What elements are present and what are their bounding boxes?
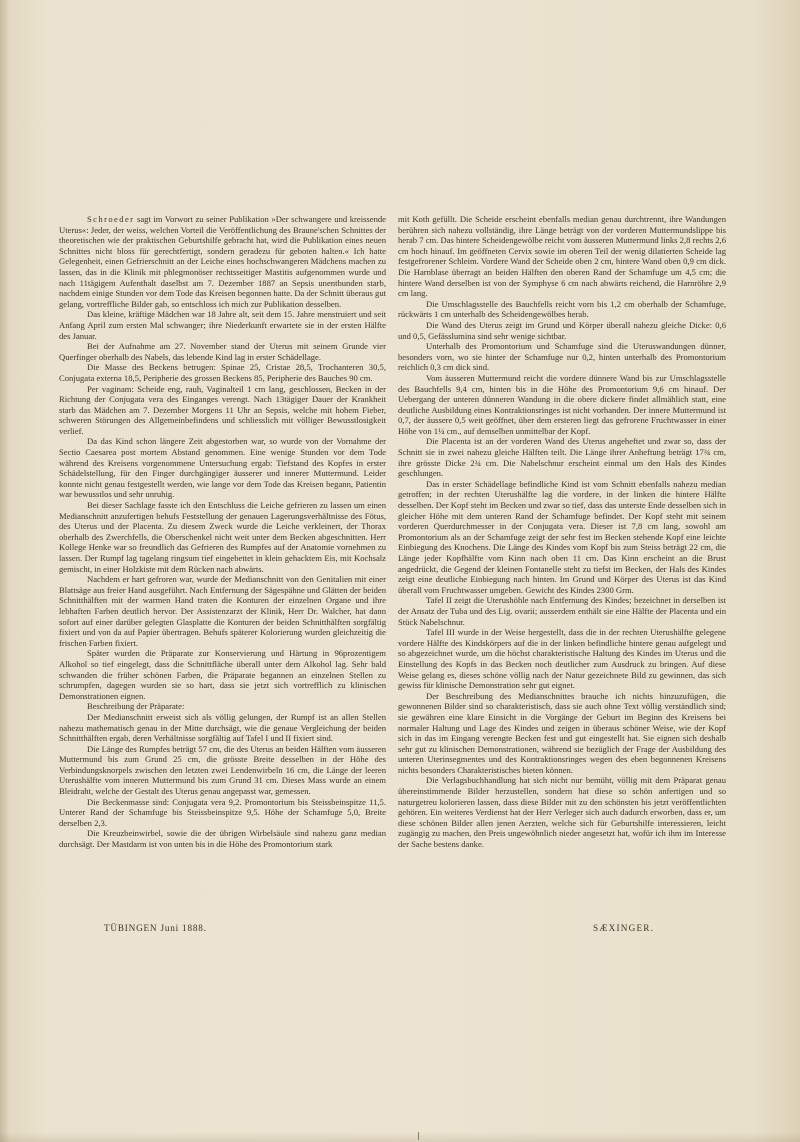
right-paragraph-5: Vom äusseren Muttermund reicht die vordere dünnere Wand bis zur Umschlagsstelle des Bauchfells 9,4 cm, hinten bis in die Höhe des Promontorium 9,6 cm hinauf. Der Uebergang der unteren dünneren Wandung in die obere dickere findet allmählich statt, eine deutliche Ausbildung eines Kontraktionsringes ist nicht vorhanden. Der innere Muttermund ist 0,7, der äussere 0,5 weit geöffnet, über dem ersteren liegt das gefrorene Fruchtwasser in einer Höhe von 1¼ cm., auf demselben unmittelbar der Kopf. [398, 372, 726, 436]
left-paragraph-13: Die Beckenmasse sind: Conjugata vera 9,2. Promontorium bis Steissbeinspitze 11,5. Unterer Rand der Schamfuge bis Steissbeinspitze 9,5. Höhe der Schamfuge 5,0, Breite derselben 2,3. [59, 796, 386, 828]
page-crease-mark [418, 1132, 419, 1140]
author-signature: SÆXINGER. [593, 923, 655, 933]
place-date-line: TÜBINGEN Juni 1888. [104, 923, 207, 933]
right-paragraph-2: Die Umschlagsstelle des Bauchfells reicht vorn bis 1,2 cm oberhalb der Schamfuge, rückwärts 1 cm unterhalb des Scheidengewölbes herab. [398, 298, 726, 320]
left-paragraph-6: Da das Kind schon längere Zeit abgestorben war, so wurde von der Vornahme der Sectio Caesarea post mortem Abstand genommen. Eine wenige Stunden vor dem Tode während des Kreisens vorgenommene Untersuchung ergab: Tiefstand des Kopfes in erster Schädelstellung, für den Finger durchgängiger äusserer und innerer Muttermund. Leider konnte nicht genau festgestellt werden, wie lange vor dem Tode das Kreisen begann, Patientin war bewusstlos und sehr unruhig. [59, 436, 386, 500]
right-paragraph-1: mit Koth gefüllt. Die Scheide erscheint ebenfalls median genau durchtrennt, ihre Wandungen berühren sich nahezu vollständig, ihre Länge beträgt von der vorderen Muttermundslippe bis herab 7 cm. Das hintere Scheidengewölbe reicht vom äusseren Muttermund links 2,8 rechts 2,6 cm hoch hinauf. Im geöffneten Cervix sowie im oberen Teil der wenig dilatierten Scheide lag festgefrorener Schleim. Vordere Wand der Scheide oben 2 cm, hintere Wand oben 0,9 cm dick. Die Harnblase überragt an beiden Hälften den oberen Rand der Schamfuge um 4,5 cm; die hintere Wand derselben ist von der Symphyse 6 cm nach abwärts reichend, die Harnröhre 2,9 cm lang. [398, 214, 726, 299]
left-paragraph-8: Nachdem er hart gefroren war, wurde der Medianschnitt von den Genitalien mit einer Blattsäge aus freier Hand ausgeführt. Nach Entfernung der Sägespähne und Glätten der beiden Schnitthälften mit der warmen Hand traten die Konturen der einzelnen Organe und ihre lebhaften Farben deutlich hervor. Der Assistenzarzt der Klinik, Herr Dr. Walcher, hat dann sofort auf einer darüber gelegten Glasplatte die Konturen der beiden Schnitthälften sorgfältig fixiert und von da auf Papier übertragen. Behufs späterer Kolorierung wurden gleichzeitig die frischen Farben fixiert. [59, 574, 386, 648]
left-paragraph-4: Die Masse des Beckens betrugen: Spinae 25, Cristae 28,5, Trochanteren 30,5, Conjugata externa 18,5, Peripherie des grossen Beckens 85, Peripherie des Bauches 90 cm. [59, 362, 386, 383]
left-paragraph-2: Das kleine, kräftige Mädchen war 18 Jahre alt, seit dem 15. Jahre menstruiert und seit Anfang April zum ersten Mal schwanger; ihre Niederkunft erwartete sie in der ersten Hälfte des Januar. [59, 309, 386, 341]
left-paragraph-1 [59, 214, 386, 309]
right-paragraph-9: Tafel III wurde in der Weise hergestellt, dass die in der rechten Uterushälfte gelegene vordere Hälfte des Kindskörpers auf die in der linken befindliche hintere genau aufgelegt und so abgezeichnet wurde, um die höchst charakteristische Haltung des Kindes im Uterus und die Einstellung des Kopfs in das Becken noch deutlicher zum Ausdruck zu bringen. Auf diese Weise gelang es, dieses schöne völlig nach der Natur gezeichnete Bild zu gewinnen, das sich gewiss für klinische Demonstration sehr gut eignet. [398, 627, 726, 691]
page-edge-shadow [0, 0, 10, 1142]
left-paragraph-9: Später wurden die Präparate zur Konservierung und Härtung in 96prozentigem Alkohol so tief eingelegt, dass die Schnittfläche überall unter dem Alkohol lag. Sehr bald schwanden die früher schönen Farben, die Präparate begannen an einzelnen Stellen zu schrumpfen, dagegen wurden sie so hart, dass sie jetzt sich vortrefflich zu klinischen Demonstrationen eignen. [59, 648, 386, 701]
left-paragraph-3: Bei der Aufnahme am 27. November stand der Uterus mit seinem Grunde vier Querfinger oberhalb des Nabels, das lebende Kind lag in erster Schädellage. [59, 341, 386, 362]
left-text-column [59, 214, 386, 850]
right-paragraph-6: Die Placenta ist an der vorderen Wand des Uterus angeheftet und zwar so, dass der Schnitt sie in zwei nahezu gleiche Hälften teilt. Die Länge ihrer Anheftung beträgt 17¾ cm, ihre grösste Dicke 2¾ cm. Die Nabelschnur erscheint einmal um den Hals des Kindes geschlungen. [398, 436, 726, 479]
left-paragraph-12: Die Länge des Rumpfes beträgt 57 cm, die des Uterus an beiden Hälften vom äusseren Muttermund bis zum Grund 25 cm, die grösste Breite desselben in der Höhe des Verbindungsknorpels zwischen den letzten zwei Lendenwirbeln 16 cm, die Länge der leeren Uterushälfte vom inneren Muttermund bis zum Grund 31 cm. Dieses Mass wurde an einem Bleidraht, welche der Gestalt des Uterus genau angepasst war, gemessen. [59, 743, 386, 797]
left-paragraph-14: Die Kreuzbeinwirbel, sowie die der übrigen Wirbelsäule sind nahezu ganz median durchsägt. Der Mastdarm ist von unten bis in die Höhe des Promontorium stark [59, 828, 386, 850]
page-bottom-shadow [0, 1132, 800, 1142]
right-paragraph-3: Die Wand des Uterus zeigt im Grund und Körper überall nahezu gleiche Dicke: 0,6 und 0,5, Gefässlumina sind sehr wenige sichtbar. [398, 319, 726, 341]
left-paragraph-5: Per vaginam: Scheide eng, rauh, Vaginalteil 1 cm lang, geschlossen, Becken in der Richtung der Conjugata vera des Einganges verengt. Nach 13tägiger Dauer der Krankheit starb das Mädchen am 7. Dezember Morgens 11 Uhr an Sepsis, welche mit hohem Fieber, schweren Störungen des Allgemeinbefindens und schliesslich mit völliger Bewusstlosigkeit verlief. [59, 383, 386, 436]
left-paragraph-7: Bei dieser Sachlage fasste ich den Entschluss die Leiche gefrieren zu lassen um einen Medianschnitt anzufertigen behufs Feststellung der genauen Lagerungsverhältnisse des Fötus, des Uterus und der Placenta. Zu diesem Zweck wurde die Leiche verkleinert, der Thorax oberhalb des Zwerchfells, die Oberschenkel nicht weit unter dem Becken abgeschnitten. Herr Kollege Henke war so freundlich das Gefrieren des Rumpfes auf der Anatomie vornehmen zu lassen. Der Rumpf lag tagelang ringsum tief eingebettet in klein gehacktem Eis, mit Kochsalz gemischt, in einer Holzkiste mit dem Rücken nach abwärts. [59, 500, 386, 574]
right-paragraph-11: Die Verlagsbuchhandlung hat sich nicht nur bemüht, völlig mit dem Präparat genau übereinstimmende Bilder herzustellen, sondern hat diese so schön anfertigen und so naturgetreu kolorieren lassen, dass diese Bilder mit zu den schönsten bis jetzt veröffentlichten gehören. Ein weiteres Verdienst hat der Herr Verleger sich auch dadurch erworben, dass er, um diese schönen Bilder allen jenen Aerzten, welche sich für Geburtshilfe interessieren, leicht zugängig zu machen, den Preis ungewöhnlich nieder angesetzt hat, wofür ich ihm im Interesse der Sache bestens danke. [398, 775, 726, 850]
right-paragraph-4: Unterhalb des Promontorium und Schamfuge sind die Uteruswandungen dünner, besonders vorn, wo sie hinter der Schamfuge nur 0,2, hinten unterhalb des Promontorium reichlich 0,3 cm dick sind. [398, 341, 726, 373]
right-paragraph-10: Der Beschreibung des Medianschnittes brauche ich nichts hinzuzufügen, die gewonnenen Bilder sind so charakteristisch, dass sie auch ohne Text völlig verständlich sind; sie gewähren eine klare Einsicht in die Vorgänge der Geburt im Beginn des Kreisens bei normaler Haltung und Lage des Kindes und zeigen in überaus schöner Weise, wie der Kopf sich in das im Eingang verengte Becken fest und gut eingestellt hat. Sie eignen sich deshalb sehr gut zu klinischen Demonstrationen, während sie bezüglich der Frage der Ausbildung des unteren Uterinsegmentes und des Kontraktionsringes wegen des eben begonnenen Kreisens nichts besonders Charakteristisches bieten können. [398, 690, 726, 775]
right-paragraph-7: Das in erster Schädellage befindliche Kind ist vom Schnitt ebenfalls nahezu median getroffen; in der rechten Uterushälfte lag die vordere, in der linken die hintere Hälfte desselben. Der Kopf steht im Becken und zwar so tief, dass das unterste Ende desselben sich in gleicher Höhe mit dem unteren Rand der Schamfuge befindet. Der Kopf steht mit seinem vorderen Querdurchmesser in der Conjugata vera. Dieser ist 7,8 cm lang, sowohl am Promontorium als an der Schamfuge zeigt der sehr fest im Becken stehende Kopf eine leichte Einbiegung des Knochens. Die Länge des Kindes vom Kopf bis zum Steiss beträgt 22 cm, die Länge jeder Kopfhälfte vom Kinn nach oben 11 cm. Das Kinn erscheint an die Brust angedrückt, die Gegend der kleinen Fontanelle steht zu tiefst im Becken, der Hals des Kindes zeigt eine deutliche Einbiegung nach hinten. Im Grund und Körper des Uterus ist das Kind überall vom Fruchtwasser umgeben. Gewicht des Kindes 2300 Grm. [398, 478, 726, 595]
left-paragraph-1-text: sagt im Vorwort zu seiner Publikation »Der schwangere und kreissende Uterus«: Jeder, der weiss, welchen Vorteil die Veröffentlichung des Braune'schen Schnittes der theoretischen wie der praktischen Geburtshilfe gebracht hat, wird die Publikation eines neuen Schnittes nicht bloss für gerechtfertigt, sondern geradezu für geboten halten.« Ich hatte Gelegenheit, einen Gefrierschnitt an der Leiche eines hochschwangeren Mädchens machen zu lassen, das in die Klinik mit phlegmonöser rechtsseitiger Mastitis aufgenommen wurde und nach 11tägigem Aufenthalt daselbst am 7. Dezember 1887 an Sepsis unentbunden starb, nachdem einige Stunden vor dem Tode das Kreisen begonnen hatte. Da der Schnitt überaus gut gelang, vortreffliche Bilder gab, so entschloss ich mich zur Publikation desselben. [59, 214, 386, 309]
author-name-schroeder: Schroeder [87, 214, 135, 224]
right-paragraph-8: Tafel II zeigt die Uterushöhle nach Entfernung des Kindes; bezeichnet in derselben ist der Ansatz der Tuba und des Lig. ovarii; ausserdem enthält sie eine Hälfte der Placenta und ein Stück Nabelschnur. [398, 595, 726, 627]
left-paragraph-10: Beschreibung der Präparate: [87, 701, 185, 712]
right-text-column [398, 214, 726, 850]
left-paragraph-11: Der Medianschnitt erweist sich als völlig gelungen, der Rumpf ist an allen Stellen nahezu mathematisch genau in der Mitte durchsägt, wie die genaue Vergleichung der beiden Schnitthälften ergab, deren Verhältnisse sorgfältig auf Tafel I und II fixiert sind. [59, 711, 386, 744]
